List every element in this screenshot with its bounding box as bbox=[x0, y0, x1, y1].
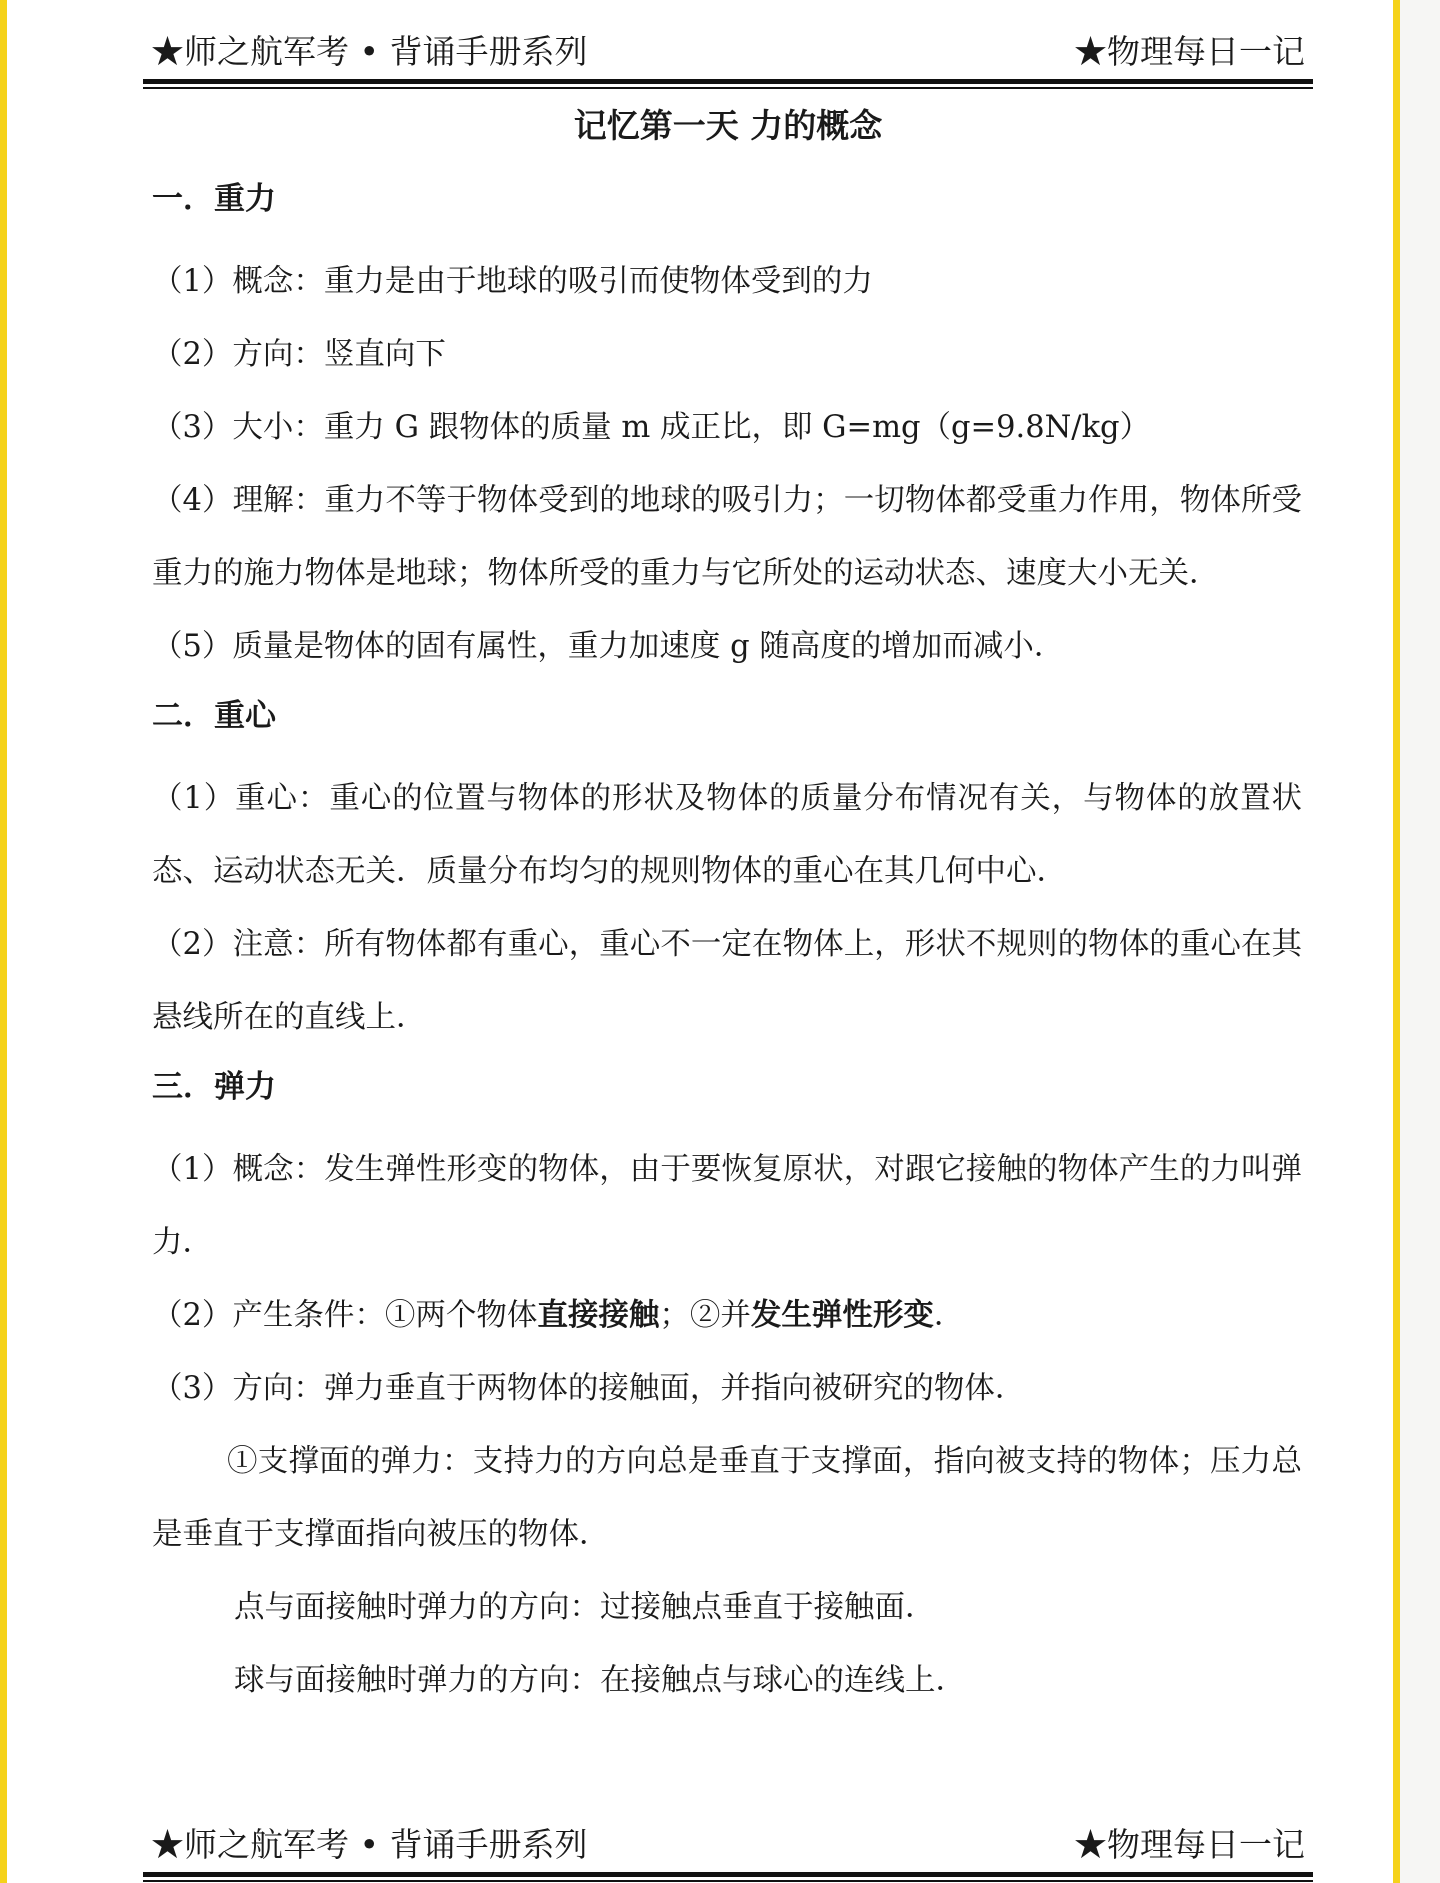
document-body bbox=[152, 172, 1302, 1717]
header-rule-thin bbox=[143, 87, 1313, 89]
gravity-item-direction: （2）方向：竖直向下 bbox=[152, 337, 446, 372]
condition-prefix: （2）产生条件：①两个物体 bbox=[152, 1298, 538, 1333]
center-item-note: （2）注意：所有物体都有重心，重心不一定在物体上，形状不规则的物体的重心在其悬线所在的直线上． bbox=[152, 927, 1302, 1035]
footer-column-title: ★物理每日一记 bbox=[1074, 1825, 1305, 1864]
elastic-item-concept: （1）概念：发生弹性形变的物体，由于要恢复原状，对跟它接触的物体产生的力叫弹力． bbox=[152, 1152, 1302, 1260]
section-heading-gravity: 一．重力 bbox=[152, 181, 276, 217]
elastic-item-support-surface: ①支撑面的弹力：支持力的方向总是垂直于支撑面，指向被支持的物体；压力总是垂直于支撑面指向被压的物体． bbox=[152, 1444, 1302, 1552]
section-heading-center-of-gravity: 二．重心 bbox=[152, 698, 276, 734]
condition-direct-contact: 直接接触 bbox=[537, 1298, 660, 1333]
elastic-item-point-contact: 点与面接触时弹力的方向：过接触点垂直于接触面． bbox=[234, 1590, 936, 1625]
condition-suffix: ． bbox=[933, 1298, 965, 1333]
page-footer bbox=[143, 1815, 1313, 1875]
header-rule-thick bbox=[143, 79, 1313, 84]
gravity-item-mass: （5）质量是物体的固有属性，重力加速度 g 随高度的增加而减小． bbox=[152, 629, 1065, 664]
elastic-item-direction: （3）方向：弹力垂直于两物体的接触面，并指向被研究的物体． bbox=[152, 1371, 1026, 1406]
page-header bbox=[143, 22, 1313, 82]
center-item-definition: （1）重心：重心的位置与物体的形状及物体的质量分布情况有关，与物体的放置状态、运动状态无关．质量分布均匀的规则物体的重心在其几何中心． bbox=[152, 781, 1302, 889]
gravity-item-understanding: （4）理解：重力不等于物体受到的地球的吸引力；一切物体都受重力作用，物体所受重力的施力物体是地球；物体所受的重力与它所处的运动状态、速度大小无关． bbox=[152, 483, 1302, 591]
gravity-item-magnitude: （3）大小：重力 G 跟物体的质量 m 成正比，即 G=mg（g=9.8N/kg） bbox=[152, 410, 1151, 445]
section-heading-elastic-force: 三．弹力 bbox=[152, 1069, 276, 1105]
footer-series-title: ★师之航军考 • 背诵手册系列 bbox=[151, 1825, 588, 1864]
condition-mid: ；②并 bbox=[659, 1298, 751, 1333]
footer-rule-thick bbox=[143, 1872, 1313, 1877]
elastic-item-sphere-contact: 球与面接触时弹力的方向：在接触点与球心的连线上． bbox=[234, 1663, 966, 1698]
gravity-item-concept: （1）概念：重力是由于地球的吸引而使物体受到的力 bbox=[152, 264, 873, 299]
header-series-title: ★师之航军考 • 背诵手册系列 bbox=[151, 32, 588, 71]
page-title: 记忆第一天 力的概念 bbox=[573, 106, 883, 145]
footer-rule-thin bbox=[143, 1880, 1313, 1882]
header-column-title: ★物理每日一记 bbox=[1074, 32, 1305, 71]
elastic-item-condition bbox=[152, 1279, 1302, 1352]
condition-elastic-deformation: 发生弹性形变 bbox=[750, 1298, 934, 1333]
